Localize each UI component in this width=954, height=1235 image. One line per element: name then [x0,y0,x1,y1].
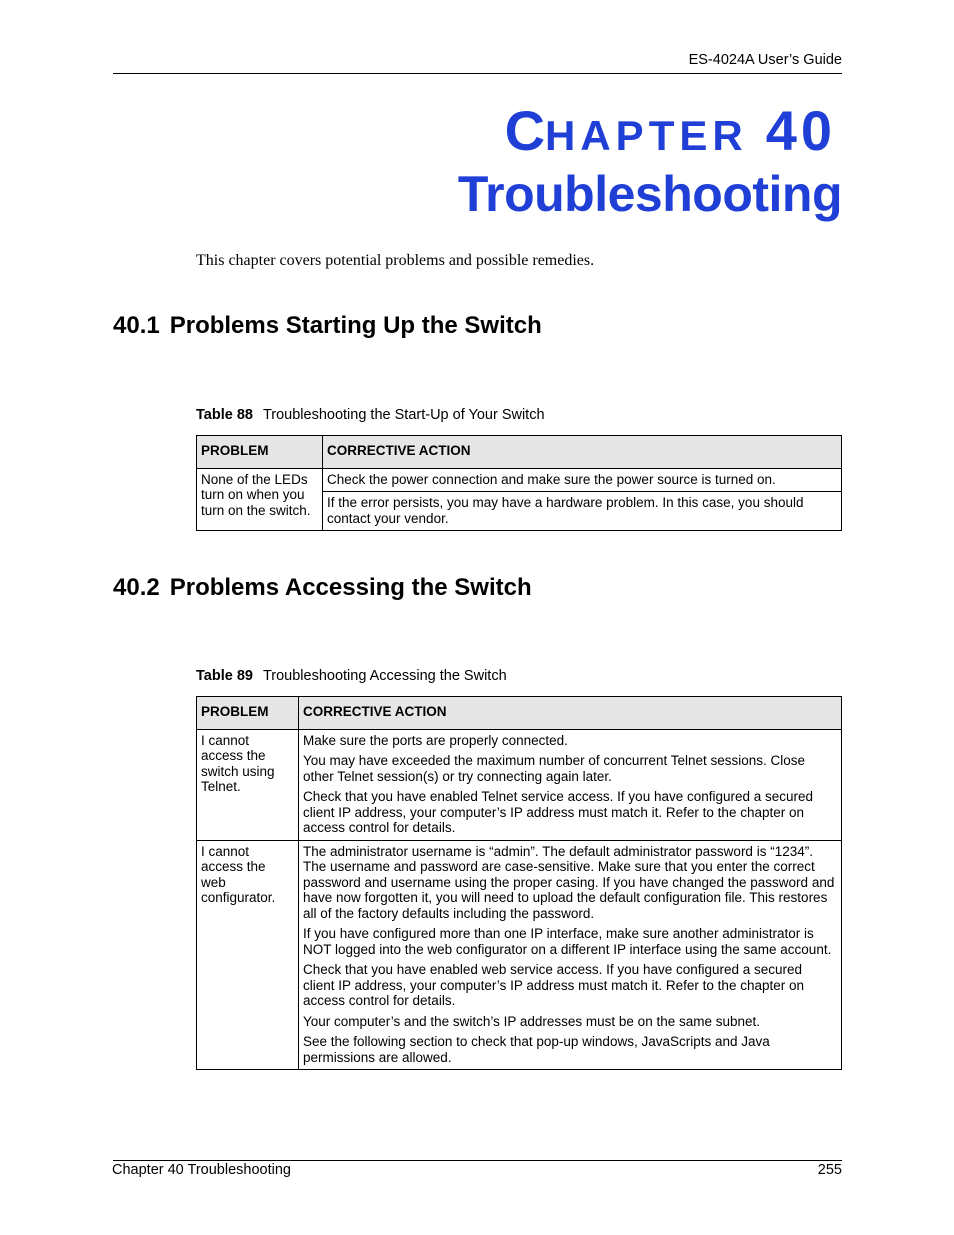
table-88 [196,435,842,531]
guide-title: ES-4024A User’s Guide [688,52,842,68]
table-title: Troubleshooting the Start-Up of Your Switch [262,407,545,423]
section-title: Problems Starting Up the Switch [169,312,542,339]
column-header-problem: PROBLEM [197,436,323,469]
section-number: 40.2 [113,574,160,601]
action-cell: Check the power connection and make sure the power source is turned on. [323,468,842,492]
problem-cell: I cannot access the switch using Telnet. [197,729,299,840]
chapter-label-initial: C [504,99,546,162]
table-row [197,729,842,840]
action-paragraph: Check that you have enabled web service access. If you have configured a secured client IP address, your computer’s IP address must match it. Refer to the chapter on access control for details. [303,962,804,1008]
footer-rule [113,1160,842,1161]
action-paragraph: If you have configured more than one IP interface, make sure another administrator is NOT logged into the web configurator on a different IP interface using the same account. [303,926,832,957]
section-title: Problems Accessing the Switch [169,574,532,601]
intro-paragraph: This chapter covers potential problems and possible remedies. [196,252,595,269]
action-cell: If the error persists, you may have a hardware problem. In this case, you should contact your vendor. [323,492,842,531]
section-heading-2 [113,574,532,602]
action-paragraph: Check that you have enabled Telnet service access. If you have configured a secured client IP address, your computer’s IP address must match it. Refer to the chapter on access control for details. [303,789,814,835]
problem-cell: None of the LEDs turn on when you turn on the switch. [197,468,323,531]
column-header-problem: PROBLEM [197,697,299,730]
table-label: Table 88 [196,407,253,423]
action-paragraph: You may have exceeded the maximum number of concurrent Telnet sessions. Close other Telnet session(s) or try connecting again later. [303,753,806,784]
column-header-corrective-action: CORRECTIVE ACTION [323,436,842,469]
action-paragraph: See the following section to check that pop-up windows, JavaScripts and Java permissions are allowed. [303,1034,770,1065]
section-number: 40.1 [113,312,160,339]
page-number: 255 [817,1162,842,1178]
section-heading-1 [113,312,542,340]
header-rule [113,73,842,74]
table-label: Table 89 [196,668,253,684]
action-cell [299,729,842,840]
table-row [197,468,842,492]
table-title: Troubleshooting Accessing the Switch [262,668,507,684]
table-89 [196,696,842,1070]
table-row [197,840,842,1070]
column-header-corrective-action: CORRECTIVE ACTION [299,697,842,730]
chapter-label-rest: HAPTER [545,112,748,159]
action-paragraph: Your computer’s and the switch’s IP addresses must be on the same subnet. [303,1013,761,1029]
table-header-row [197,436,842,469]
action-cell [299,840,842,1070]
problem-cell: I cannot access the web configurator. [197,840,299,1070]
chapter-number: 40 [765,99,836,162]
action-paragraph: The administrator username is “admin”. The default administrator password is “1234”. The username and password are case-sensitive. Make sure that you enter the correct password and username using the proper casing. If you have changed the password and have now forgotten it, you will need to upload the default configuration file. This restores all of the factory defaults including the password. [303,843,835,921]
table-caption-88 [196,407,545,423]
chapter-title: Troubleshooting [457,166,842,222]
table-caption-89 [196,668,507,684]
action-paragraph: Make sure the ports are properly connected. [303,732,568,748]
footer-chapter-ref: Chapter 40 Troubleshooting [112,1162,291,1178]
chapter-label [505,98,836,163]
table-header-row [197,697,842,730]
